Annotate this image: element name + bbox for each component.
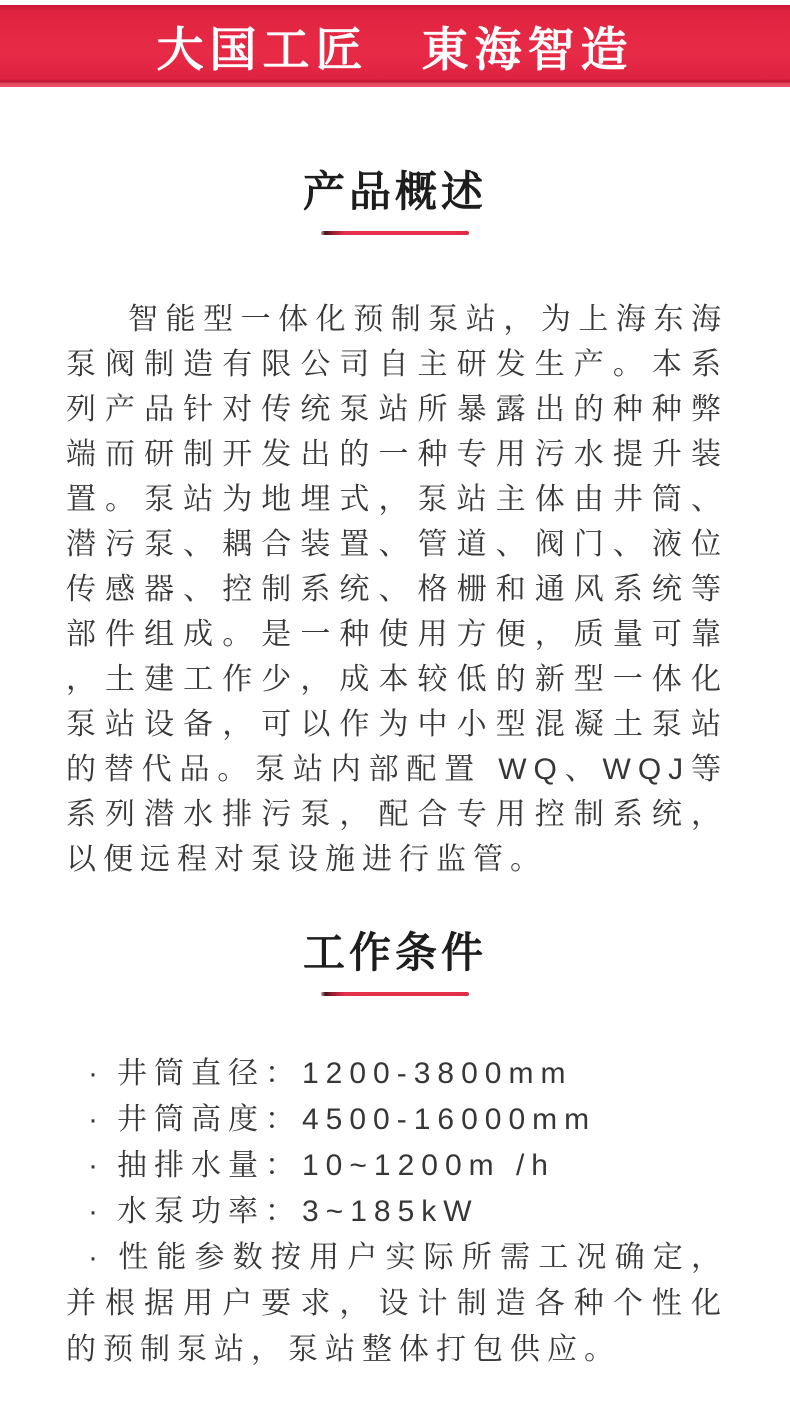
spec-item-well-diameter	[66, 1051, 728, 1097]
section-working-conditions	[0, 929, 790, 1373]
bullet-dot: ·	[88, 1149, 105, 1182]
spec-item-text: 抽排水量：10~1200m /h	[117, 1149, 555, 1182]
overview-heading: 产品概述	[302, 168, 487, 215]
page-content	[0, 168, 790, 1373]
spec-item-performance-note	[66, 1235, 728, 1373]
spec-item-pump-power	[66, 1189, 728, 1235]
spec-list	[66, 1051, 728, 1373]
bullet-dot: ·	[88, 1241, 105, 1274]
spec-item-text: 性能参数按用户实际所需工况确定，并根据用户要求，设计制造各种个性化的预制泵站，泵站整体打包供应。	[66, 1241, 728, 1366]
working-conditions-heading: 工作条件	[302, 929, 487, 976]
section-overview	[0, 168, 790, 882]
bullet-dot: ·	[88, 1057, 105, 1090]
spec-item-well-height	[66, 1097, 728, 1143]
spec-item-text: 井筒直径：1200-3800mm	[117, 1057, 573, 1090]
working-conditions-heading-underline	[321, 992, 469, 996]
bullet-dot: ·	[88, 1195, 105, 1228]
brand-banner	[0, 5, 790, 87]
overview-heading-underline	[321, 231, 469, 235]
spec-item-text: 井筒高度：4500-16000mm	[117, 1103, 597, 1136]
spec-item-text: 水泵功率：3~185kW	[117, 1195, 479, 1228]
bullet-dot: ·	[88, 1103, 105, 1136]
spec-item-flow-rate	[66, 1143, 728, 1189]
brand-banner-title: 大国工匠 東海智造	[156, 22, 634, 76]
overview-paragraph: 智能型一体化预制泵站，为上海东海泵阀制造有限公司自主研发生产。本系列产品针对传统泵站所暴露出的种种弊端而研制开发出的一种专用污水提升装置。泵站为地埋式，泵站主体由井筒、潜污泵、耦合装置、管道、阀门、液位传感器、控制系统、格栅和通风系统等部件组成。是一种使用方便，质量可靠，土建工作少，成本较低的新型一体化泵站设备，可以作为中小型混凝土泵站的替代品。泵站内部配置 WQ、WQJ等系列潜水排污泵，配合专用控制系统，以便远程对泵设施进行监管。	[66, 303, 728, 876]
